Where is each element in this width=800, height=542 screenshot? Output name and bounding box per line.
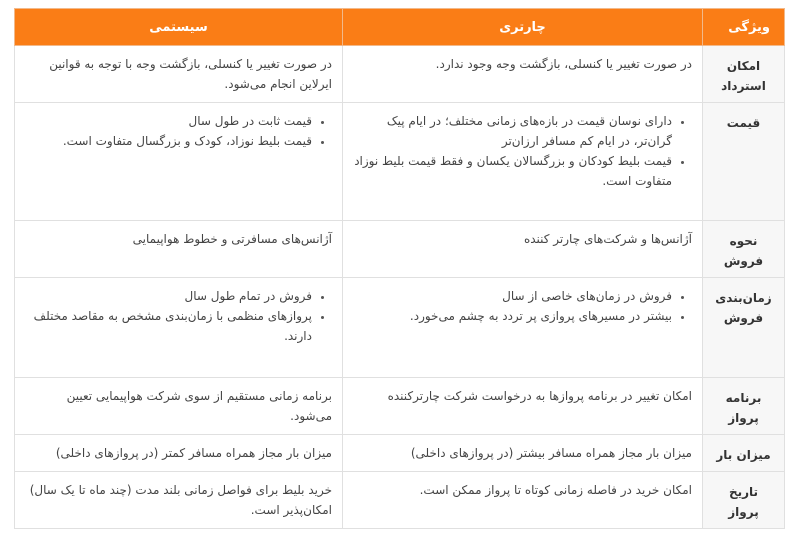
feature-cell: نحوه فروش [703,221,785,278]
charter-cell: آژانس‌ها و شرکت‌های چارتر کننده [343,221,703,278]
list-item: • پروازهای منظمی با زمان‌بندی مشخص به مقاصد مختلف دارند. [25,306,312,346]
header-system: سیستمی [15,9,343,46]
header-charter: چارتری [343,9,703,46]
feature-cell: برنامه پرواز [703,378,785,435]
list-item: • قیمت بلیط کودکان و بزرگسالان یکسان و فقط قیمت بلیط نوزاد متفاوت است. [353,151,672,191]
bullet-list [353,286,692,326]
charter-cell [343,103,703,221]
comparison-table-container [14,8,784,529]
list-item: • فروش در زمان‌های خاصی از سال [353,286,672,306]
charter-cell: امکان خرید در فاصله زمانی کوتاه تا پرواز ممکن است. [343,472,703,529]
bullet-list [353,111,692,191]
charter-cell: امکان تغییر در برنامه پروازها به درخواست شرکت چارترکننده [343,378,703,435]
list-item: • بیشتر در مسیرهای پروازی پر تردد به چشم می‌خورد. [353,306,672,326]
feature-cell: تاریخ پرواز [703,472,785,529]
table-row [15,435,785,472]
list-item: • فروش در تمام طول سال [25,286,312,306]
bullet-list [25,111,332,151]
feature-cell: زمان‌بندی فروش [703,278,785,378]
system-cell: در صورت تغییر یا کنسلی، بازگشت وجه با توجه به قوانین ایرلاین انجام می‌شود. [15,46,343,103]
header-row [15,9,785,46]
list-item: • دارای نوسان قیمت در بازه‌های زمانی مختلف؛ در ایام پیک گران‌تر، در ایام کم مسافر ارزان‌تر [353,111,672,151]
table-row [15,378,785,435]
table-row [15,103,785,221]
bullet-list [25,286,332,346]
table-row [15,46,785,103]
system-cell: آژانس‌های مسافرتی و خطوط هواپیمایی [15,221,343,278]
table-row [15,221,785,278]
system-cell [15,103,343,221]
charter-vs-system-table [14,8,785,529]
list-item: • قیمت ثابت در طول سال [25,111,312,131]
system-cell: خرید بلیط برای فواصل زمانی بلند مدت (چند ماه تا یک سال) امکان‌پذیر است. [15,472,343,529]
system-cell: میزان بار مجاز همراه مسافر کمتر (در پروازهای داخلی) [15,435,343,472]
system-cell [15,278,343,378]
system-cell: برنامه زمانی مستقیم از سوی شرکت هواپیمایی تعیین می‌شود. [15,378,343,435]
feature-cell: قیمت [703,103,785,221]
feature-cell: میزان بار [703,435,785,472]
table-row [15,278,785,378]
header-feature: ویژگی [703,9,785,46]
charter-cell: در صورت تغییر یا کنسلی، بازگشت وجه وجود ندارد. [343,46,703,103]
list-item: • قیمت بلیط نوزاد، کودک و بزرگسال متفاوت است. [25,131,312,151]
charter-cell [343,278,703,378]
feature-cell: امکان استرداد [703,46,785,103]
charter-cell: میزان بار مجاز همراه مسافر بیشتر (در پروازهای داخلی) [343,435,703,472]
table-row [15,472,785,529]
